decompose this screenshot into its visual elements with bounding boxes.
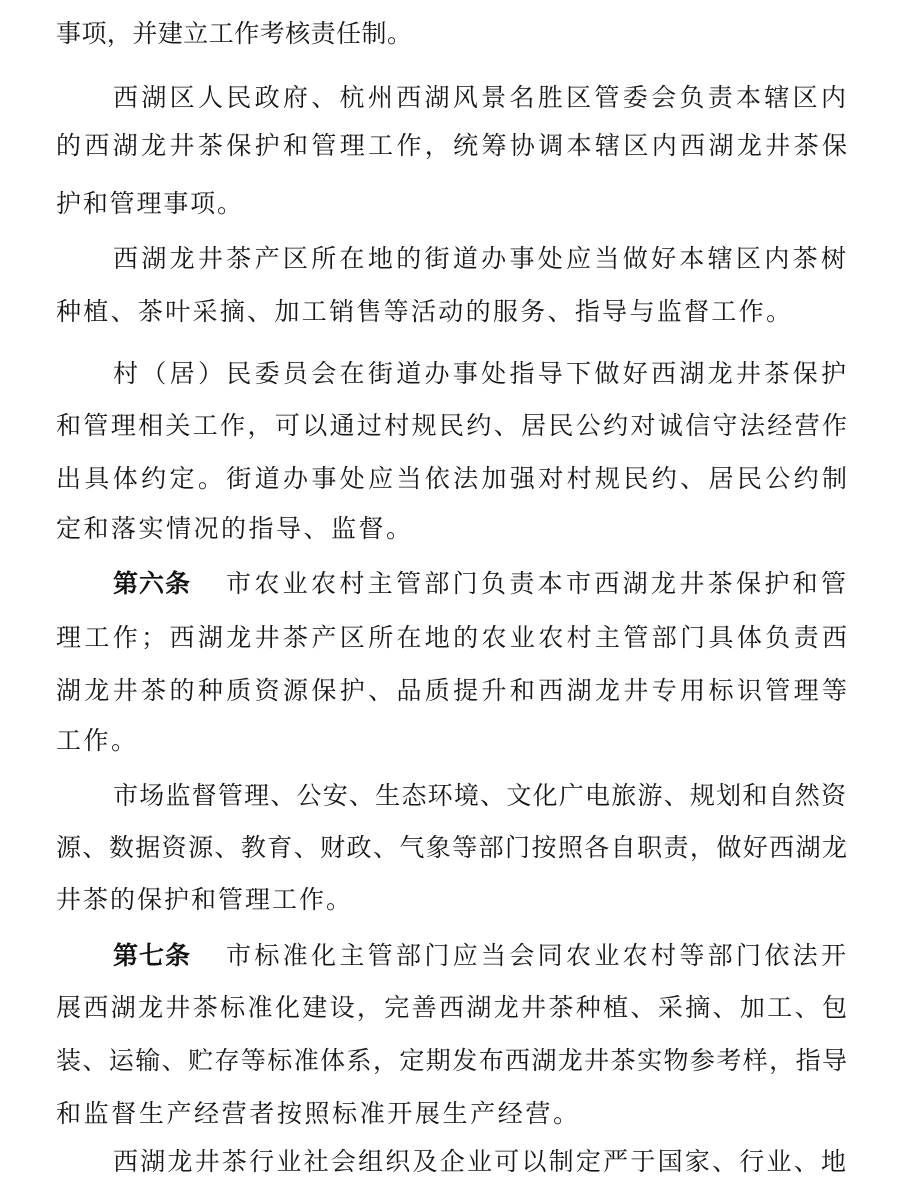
line-text: 展西湖龙井茶标准化建设，完善西湖龙井茶种植、采摘、加工、包	[56, 993, 847, 1022]
text-line	[0, 719, 898, 763]
line-text: 源、数据资源、教育、财政、气象等部门按照各自职责，做好西湖龙	[56, 833, 847, 862]
line-text: 井茶的保护和管理工作。	[56, 885, 351, 914]
text-line	[0, 457, 898, 501]
text-line	[0, 507, 898, 551]
line-text: 市标准化主管部门应当会同农业农村等部门依法开	[226, 941, 846, 970]
line-text: 西湖区人民政府、杭州西湖风景名胜区管委会负责本辖区内	[113, 83, 846, 112]
line-text: 定和落实情况的指导、监督。	[56, 514, 411, 543]
text-line	[0, 774, 898, 818]
line-text: 西湖龙井茶产区所在地的街道办事处应当做好本辖区内茶树	[113, 244, 846, 273]
line-text: 的西湖龙井茶保护和管理工作，统筹协调本辖区内西湖龙井茶保	[56, 131, 847, 160]
text-line	[0, 934, 898, 978]
text-line	[0, 76, 898, 120]
line-text: 种植、茶叶采摘、加工销售等活动的服务、指导与监督工作。	[56, 297, 791, 326]
line-text: 西湖龙井茶行业社会组织及企业可以制定严于国家、行业、地	[113, 1147, 846, 1176]
text-line	[0, 826, 898, 870]
line-text: 市农业农村主管部门负责本市西湖龙井茶保护和管	[226, 569, 846, 598]
text-line	[0, 404, 898, 448]
text-line	[0, 124, 898, 168]
text-line	[0, 878, 898, 922]
line-text: 出具体约定。街道办事处应当依法加强对村规民约、居民公约制	[56, 464, 847, 493]
text-line	[0, 237, 898, 281]
text-line	[0, 182, 898, 226]
line-text: 湖龙井茶的种质资源保护、品质提升和西湖龙井专用标识管理等	[56, 676, 847, 705]
line-text: 市场监督管理、公安、生态环境、文化广电旅游、规划和自然资	[113, 781, 846, 810]
line-text: 理工作；西湖龙井茶产区所在地的农业农村主管部门具体负责西	[56, 623, 847, 652]
line-text: 装、运输、贮存等标准体系，定期发布西湖龙井茶实物参考样，指导	[56, 1046, 847, 1075]
line-text: 和管理相关工作，可以通过村规民约、居民公约对诚信守法经营作	[56, 411, 847, 440]
line-text: 村（居）民委员会在街道办事处指导下做好西湖龙井茶保护	[113, 359, 846, 388]
text-line	[0, 669, 898, 713]
text-line	[0, 1140, 898, 1178]
text-line	[0, 562, 898, 606]
text-line	[0, 352, 898, 396]
text-line	[0, 986, 898, 1030]
line-text: 和监督生产经营者按照标准开展生产经营。	[56, 1099, 578, 1128]
article-number: 第七条	[113, 941, 192, 970]
text-line	[0, 1039, 898, 1083]
line-text: 事项，并建立工作考核责任制。	[56, 19, 412, 48]
line-text: 工作。	[56, 726, 136, 755]
text-line	[0, 1092, 898, 1136]
text-line	[0, 12, 898, 56]
article-number: 第六条	[113, 569, 192, 598]
line-text: 护和管理事项。	[56, 189, 242, 218]
text-line	[0, 616, 898, 660]
text-line	[0, 290, 898, 334]
